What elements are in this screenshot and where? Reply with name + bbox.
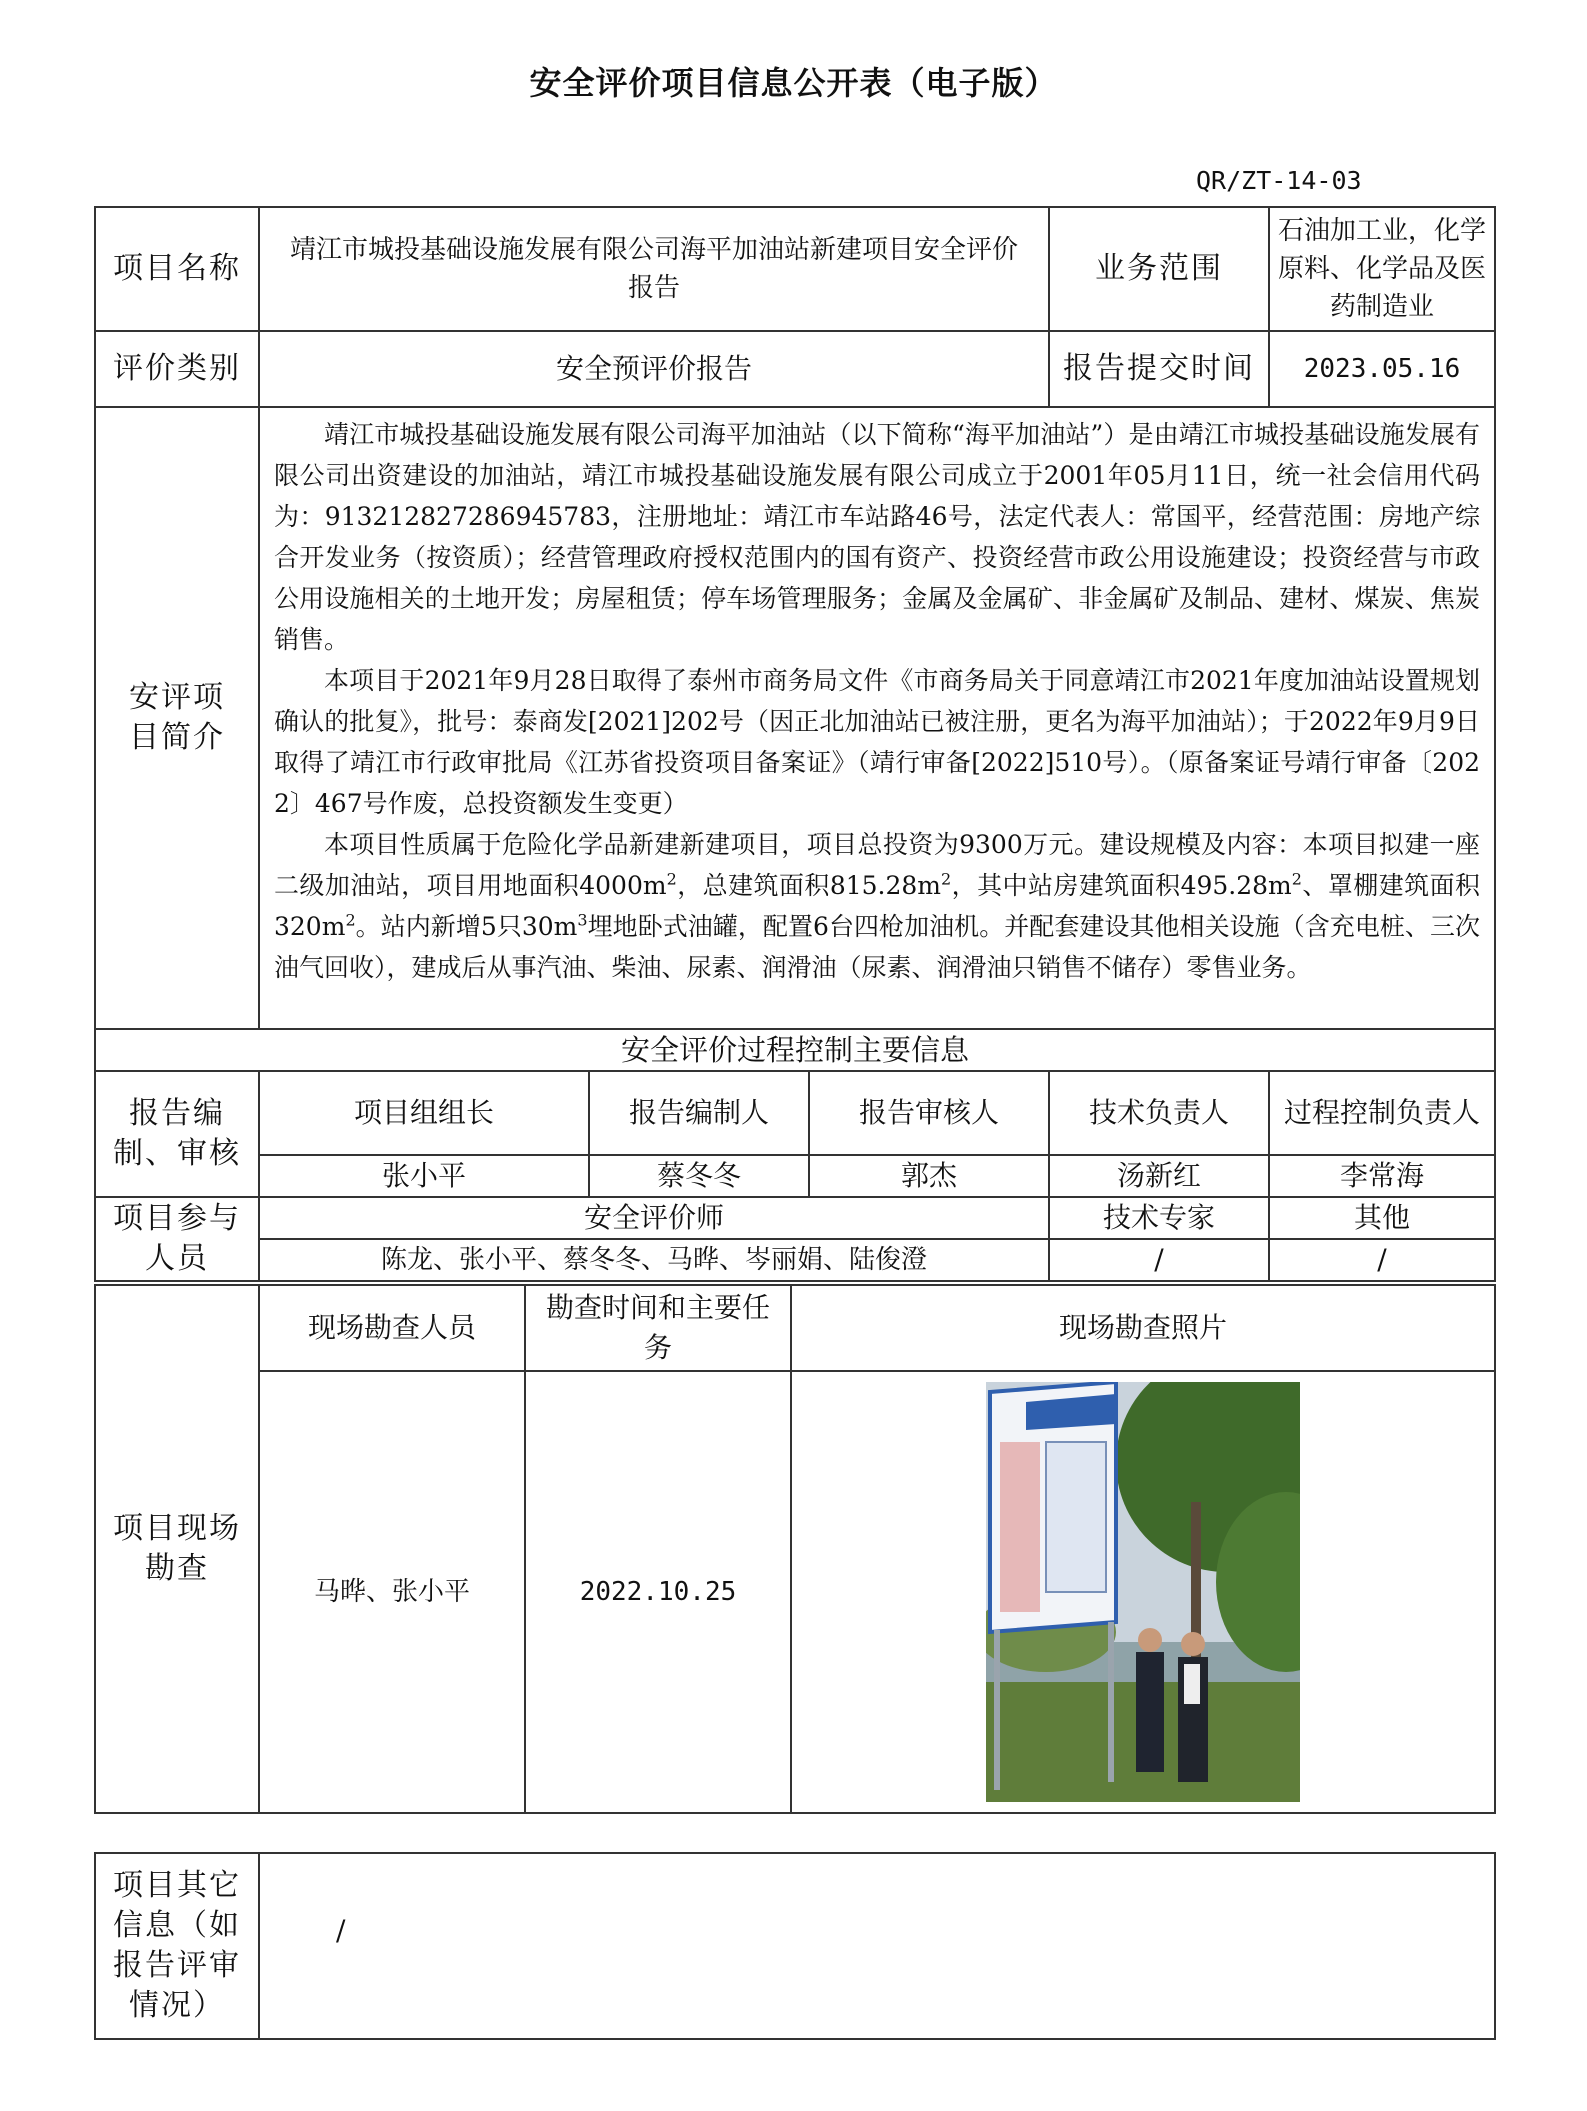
intro-text: 本项目性质属于危险化学品新建新建项目，项目总投资为9300万元。建设规模及内容：本项目拟建一座二级加油站，项目用地面积4000m — [274, 830, 1481, 900]
intro-paragraph-1: 靖江市城投基础设施发展有限公司海平加油站（以下简称“海平加油站”）是由靖江市城投基础设施发展有限公司出资建设的加油站，靖江市城投基础设施发展有限公司成立于2001年05月11日，统一社会信用代码为：913212827286945783，注册地址：靖江市车站路46号，法定代表人：常国平，经营范围：房地产综合开发业务（按资质）；经营管理政府授权范围内的国有资产、投资经营市政公用设施建设；投资经营与市政公用设施相关的土地开发；房屋租赁；停车场管理服务；金属及金属矿、非金属矿及制品、建材、煤炭、焦炭销售。 — [274, 420, 1481, 654]
intro-paragraph-2: 本项目于2021年9月28日取得了泰州市商务局文件《市商务局关于同意靖江市2021年度加油站设置规划确认的批复》，批号：泰商发[2021]202号（因正北加油站已被注册，更名为海平加油站）；于2022年9月9日取得了靖江市行政审批局《江苏省投资项目备案证》（靖行审备[2022]510号）。（原备案证号靖行审备〔2022〕467号作废，总投资额发生变更） — [274, 666, 1481, 818]
superscript: 2 — [666, 869, 677, 889]
business-scope-value: 石油加工业，化学原料、化学品及医药制造业 — [1269, 207, 1495, 331]
compile-value-tech: 汤新红 — [1049, 1155, 1269, 1197]
site-survey-photo — [986, 1382, 1300, 1802]
participants-header-expert: 技术专家 — [1049, 1197, 1269, 1239]
compile-value-leader: 张小平 — [259, 1155, 589, 1197]
project-name-value: 靖江市城投基础设施发展有限公司海平加油站新建项目安全评价报告 — [259, 207, 1049, 331]
participants-label: 项目参与人员 — [95, 1197, 259, 1281]
site-photo-image — [986, 1382, 1300, 1802]
info-table — [94, 206, 1496, 1282]
intro-paragraph-3 — [274, 824, 1480, 988]
compile-header-tech: 技术负责人 — [1049, 1071, 1269, 1155]
superscript: 2 — [345, 910, 356, 930]
compile-header-writer: 报告编制人 — [589, 1071, 809, 1155]
document-code: QR/ZT-14-03 — [1196, 166, 1362, 195]
compile-value-writer: 蔡冬冬 — [589, 1155, 809, 1197]
intro-text: ，总建筑面积815.28m — [676, 871, 942, 900]
participants-value-evaluator: 陈龙、张小平、蔡冬冬、马晔、岑丽娟、陆俊澄 — [259, 1239, 1049, 1281]
survey-value-time: 2022.10.25 — [525, 1371, 791, 1813]
eval-type-value: 安全预评价报告 — [259, 331, 1049, 407]
compile-header-leader: 项目组组长 — [259, 1071, 589, 1155]
business-scope-label: 业务范围 — [1049, 207, 1269, 331]
intro-text: 、罩棚建筑面积320m — [274, 871, 1481, 941]
intro-text: 埋地卧式油罐，配置6台四枪加油机。并配套建设其他相关设施（含充电桩、三次油气回收），建成后从事汽油、柴油、尿素、润滑油（尿素、润滑油只销售不储存）零售业务。 — [274, 912, 1480, 982]
survey-value-staff: 马晔、张小平 — [259, 1371, 525, 1813]
survey-header-staff: 现场勘查人员 — [259, 1285, 525, 1371]
submit-time-label: 报告提交时间 — [1049, 331, 1269, 407]
superscript: 2 — [1291, 869, 1302, 889]
project-name-label: 项目名称 — [95, 207, 259, 331]
survey-header-photo: 现场勘查照片 — [791, 1285, 1495, 1371]
compile-value-reviewer: 郭杰 — [809, 1155, 1049, 1197]
participants-header-evaluator: 安全评价师 — [259, 1197, 1049, 1239]
eval-type-label: 评价类别 — [95, 331, 259, 407]
superscript: 3 — [577, 910, 588, 930]
survey-photo-cell — [791, 1371, 1495, 1813]
compile-header-process: 过程控制负责人 — [1269, 1071, 1495, 1155]
other-info-value: / — [259, 1853, 1495, 2039]
intro-text: 。站内新增5只30m — [355, 912, 578, 941]
participants-value-other: / — [1269, 1239, 1495, 1281]
superscript: 2 — [941, 869, 952, 889]
intro-text: ，其中站房建筑面积495.28m — [951, 871, 1292, 900]
participants-value-expert: / — [1049, 1239, 1269, 1281]
survey-label: 项目现场勘查 — [95, 1285, 259, 1813]
compile-header-reviewer: 报告审核人 — [809, 1071, 1049, 1155]
participants-header-other: 其他 — [1269, 1197, 1495, 1239]
process-header: 安全评价过程控制主要信息 — [95, 1029, 1495, 1071]
submit-time-value: 2023.05.16 — [1269, 331, 1495, 407]
other-info-table — [94, 1852, 1496, 2040]
intro-content — [259, 407, 1495, 1029]
compile-value-process: 李常海 — [1269, 1155, 1495, 1197]
compile-label: 报告编制、审核 — [95, 1071, 259, 1197]
survey-table — [94, 1284, 1496, 1814]
survey-header-time: 勘查时间和主要任务 — [525, 1285, 791, 1371]
other-info-label: 项目其它信息（如报告评审情况） — [95, 1853, 259, 2039]
page-title: 安全评价项目信息公开表（电子版） — [529, 64, 1058, 102]
intro-label: 安评项目简介 — [95, 407, 259, 1029]
